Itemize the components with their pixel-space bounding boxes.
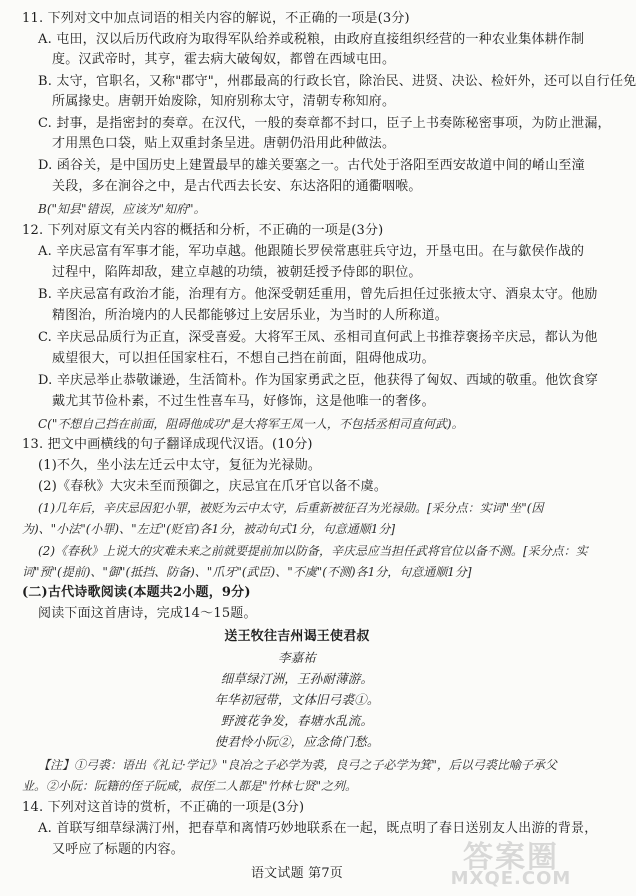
poem-line-1: 细草绿汀洲，王孙耐薄游。 — [220, 671, 374, 686]
q12-option-c: C. 辛庆忌品质行为正直，深受喜爱。大将军王凤、丞相司直何武上书推荐褒扬辛庆忌，都认为他 — [38, 330, 598, 345]
q13-answer-2-cont: 词"预"(提前)、"御"(抵挡、防备)、"爪牙"(武臣)、"不虞"(不测)各1分，句意通顺1分] — [22, 565, 472, 579]
q12-stem: 12. 下列对原文有关内容的概括和分析，不正确的一项是(3分) — [22, 223, 384, 238]
q11-stem: 11. 下列对文中加点词语的相关内容的解说，不正确的一项是(3分) — [22, 11, 410, 26]
q11-option-a-cont: 度。汉武帝时，其亨，霍去病大破匈奴，都曾在西域屯田。 — [52, 52, 396, 67]
page-footer: 语文试题 第7页 — [250, 866, 343, 881]
poem-note: 【注】①弓裘：语出《礼记·学记》"良冶之子必学为裘，良弓之子必学为箕"，后以弓裘比喻子承父 — [38, 758, 557, 772]
poem-line-2: 年华初冠带，文体旧弓裘①。 — [214, 692, 380, 707]
q12-option-d: D. 辛庆忌举止恭敬谦逊，生活简朴。作为国家勇武之臣，他获得了匈奴、西域的敬重。他饮食穿 — [38, 373, 599, 388]
q12-option-b-cont: 精图治，所治境内的人民都能够过上安居乐业，为当时的人所称道。 — [52, 308, 449, 323]
q12-option-a: A. 辛庆忌富有军事才能，军功卓越。他跟随长罗侯常惠驻兵守边，开垦屯田。在与歙侯作战的 — [38, 244, 585, 259]
q12-option-d-cont: 戴尤其节俭朴素，不过生性喜车马，好修饰，这是他唯一的奢侈。 — [52, 394, 435, 409]
q11-option-a: A. 屯田，汉以后历代政府为取得军队给养或税粮，由政府直接组织经营的一种农业集体耕作制 — [38, 32, 585, 47]
poem-author: 李嘉祐 — [277, 650, 317, 665]
q13-answer-2: (2)《春秋》上说大的灾难未来之前就要提前加以防备，辛庆忌应当担任武将官位以备不测。[采分点：实 — [38, 544, 588, 558]
q11-answer: B("知县"错误，应该为"知府"。 — [38, 202, 206, 216]
q13-answer-1-cont: 为)、"小法"(小罪)、"左迁"(贬官)各1分，被动句式1分，句意通顺1分] — [22, 522, 396, 536]
watermark-url: MXQE.COM — [450, 868, 572, 889]
q12-option-b: B. 辛庆忌富有政治才能，治理有方。他深受朝廷重用，曾先后担任过张掖太守、酒泉太守。他励 — [38, 287, 598, 302]
q12-answer: C("不想自己挡在前面，阻碍他成功"是大将军王凤一人，不包括丞相司直何武)。 — [38, 417, 464, 431]
reading-instruction: 阅读下面这首唐诗，完成14～15题。 — [38, 606, 257, 621]
q13-stem: 13. 把文中画横线的句子翻译成现代汉语。(10分) — [22, 437, 313, 452]
q11-option-b: B. 太守，官职名，又称"郡守"，州郡最高的行政长官，除治民、进贤、决讼、检奸外，还可以自行任免 — [38, 74, 636, 89]
q11-option-d-cont: 关段，多在涧谷之中，是古代西去长安、东达洛阳的通衢咽喉。 — [52, 179, 422, 194]
poem-title: 送王牧往吉州谒王使君叔 — [224, 629, 370, 644]
poem-line-3: 野渡花争发，春塘水乱流。 — [220, 713, 374, 728]
q13-sentence-1: (1)不久，坐小法左迁云中太守，复征为光禄勋。 — [38, 458, 322, 473]
q13-answer-1: (1)几年后，辛庆忌因犯小罪，被贬为云中太守，后重新被征召为光禄勋。[采分点：实词"坐"(因 — [38, 501, 544, 515]
q11-option-c: C. 封事，是指密封的奏章。在汉代，一般的奏章都不封口，臣子上书奏陈秘密事项，为防止泄漏， — [38, 116, 611, 131]
section-heading: (二)古代诗歌阅读(本题共2小题，9分) — [22, 585, 251, 600]
q11-option-c-cont: 才用黑色口袋，贴上双重封条呈进。唐朝仍沿用此种做法。 — [52, 136, 396, 151]
q11-option-b-cont: 所属掾史。唐朝开始废除，知府别称太守，清朝专称知府。 — [52, 94, 396, 109]
q14-option-a: A. 首联写细草绿满汀州，把春草和离情巧妙地联系在一起，既点明了春日送别友人出游的背景， — [38, 821, 598, 836]
q14-option-a-cont: 又呼应了标题的内容。 — [52, 842, 185, 857]
poem-line-4: 使君怜小阮②，应念倚门愁。 — [214, 734, 380, 749]
q14-stem: 14. 下列对这首诗的赏析，不正确的一项是(3分) — [22, 800, 305, 815]
q12-option-a-cont: 过程中，陷阵却敌，建立卓越的功绩，被朝廷授予侍郎的职位。 — [52, 265, 422, 280]
q13-sentence-2: (2)《春秋》大灾未至而预御之，庆忌宜在爪牙官以备不虞。 — [38, 479, 388, 494]
watermark-title: 答案圈 — [463, 840, 559, 875]
poem-note-cont: 业。②小阮：阮籍的侄子阮咸，叔侄二人都是"竹林七贤"之列。 — [22, 779, 358, 793]
q12-option-c-cont: 威望很大，可以担任国家柱石，不想自己挡在前面，阻碍他成功。 — [52, 351, 435, 366]
q11-option-d: D. 函谷关，是中国历史上建置最早的雄关要塞之一。古代处于洛阳至西安故道中间的崤山至潼 — [38, 158, 585, 173]
watermark-logo — [436, 832, 586, 892]
